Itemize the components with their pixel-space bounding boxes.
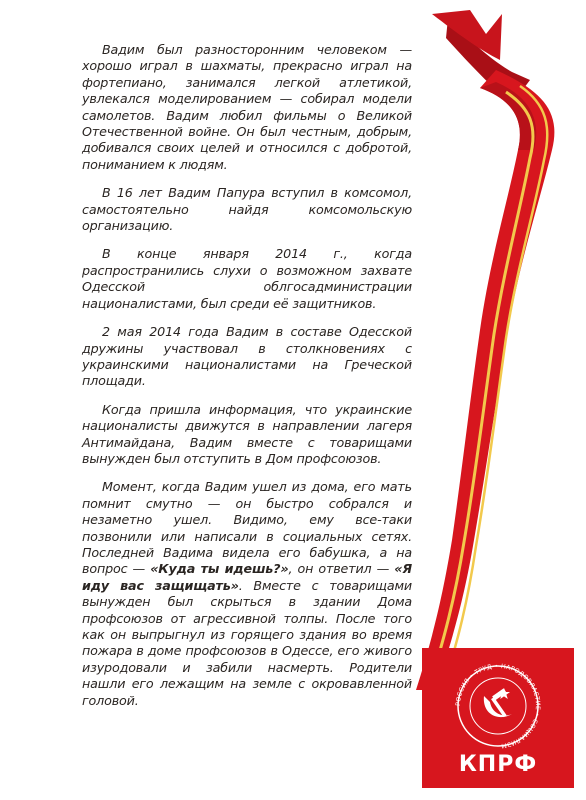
quote-where-are-you-going: «Куда ты идешь?»: [150, 561, 289, 577]
kprf-logo: [422, 648, 574, 788]
paragraph-2: В 16 лет Вадим Папура вступил в комсомол, самостоятельно найдя комсомольскую организацию.: [82, 185, 412, 234]
paragraph-6-part-1: Момент, когда Вадим ушел из дома, его мать помнит смутно — он быстро собрался и незаметно ушел. Видимо, ему все-таки позвонили или написали в социальных сетях. Последней Вадима видела его бабушка, а на вопрос —: [82, 479, 412, 577]
paragraph-5: Когда пришла информация, что украинские националисты движутся в направлении лагеря Антимайдана, Вадим вместе с товарищами вынужден был отступить в Дом профсоюзов.: [82, 401, 412, 466]
paragraph-6-part-3: . Вместе с товарищами вынужден был скрыться в здании Дома профсоюзов от агрессивной толпы. После того как он выпрыгнул из горящего здания во время пожара в доме профсоюзов в Одессе, его живого изуродовали и забили насмерть. Родители нашли его лежащим на земле с окровавленной головой.: [82, 577, 412, 708]
paragraph-1: Вадим был разносторонним человеком — хорошо играл в шахматы, прекрасно играл на фортепиано, занимался легкой атлетикой, увлекался моделированием — собирал модели самолетов. Вадим любил фильмы о Великой Отечественной войне. Он был честным, добрым, добивался своих целей и относился с добротой, пониманием к людям.: [82, 42, 412, 172]
quote-i-go-to-protect-you: «Я иду вас защищать»: [82, 561, 412, 593]
paragraph-6-part-2: , он ответил —: [288, 561, 395, 577]
paragraph-3: В конце января 2014 г., когда распространились слухи о возможном захвате Одесской облгосадминистрации националистами, был среди её защитников.: [82, 246, 412, 311]
paragraph-4: 2 мая 2014 года Вадим в составе Одесской дружины участвовал в столкновениях с украинскими националистами на Греческой площади.: [82, 324, 412, 389]
logo-motto: РОССИЯ • ТРУД • НАРОДОВЛАСТИЕ • СОЦИАЛИЗМ: [454, 662, 542, 749]
party-name: КПРФ: [458, 752, 538, 777]
